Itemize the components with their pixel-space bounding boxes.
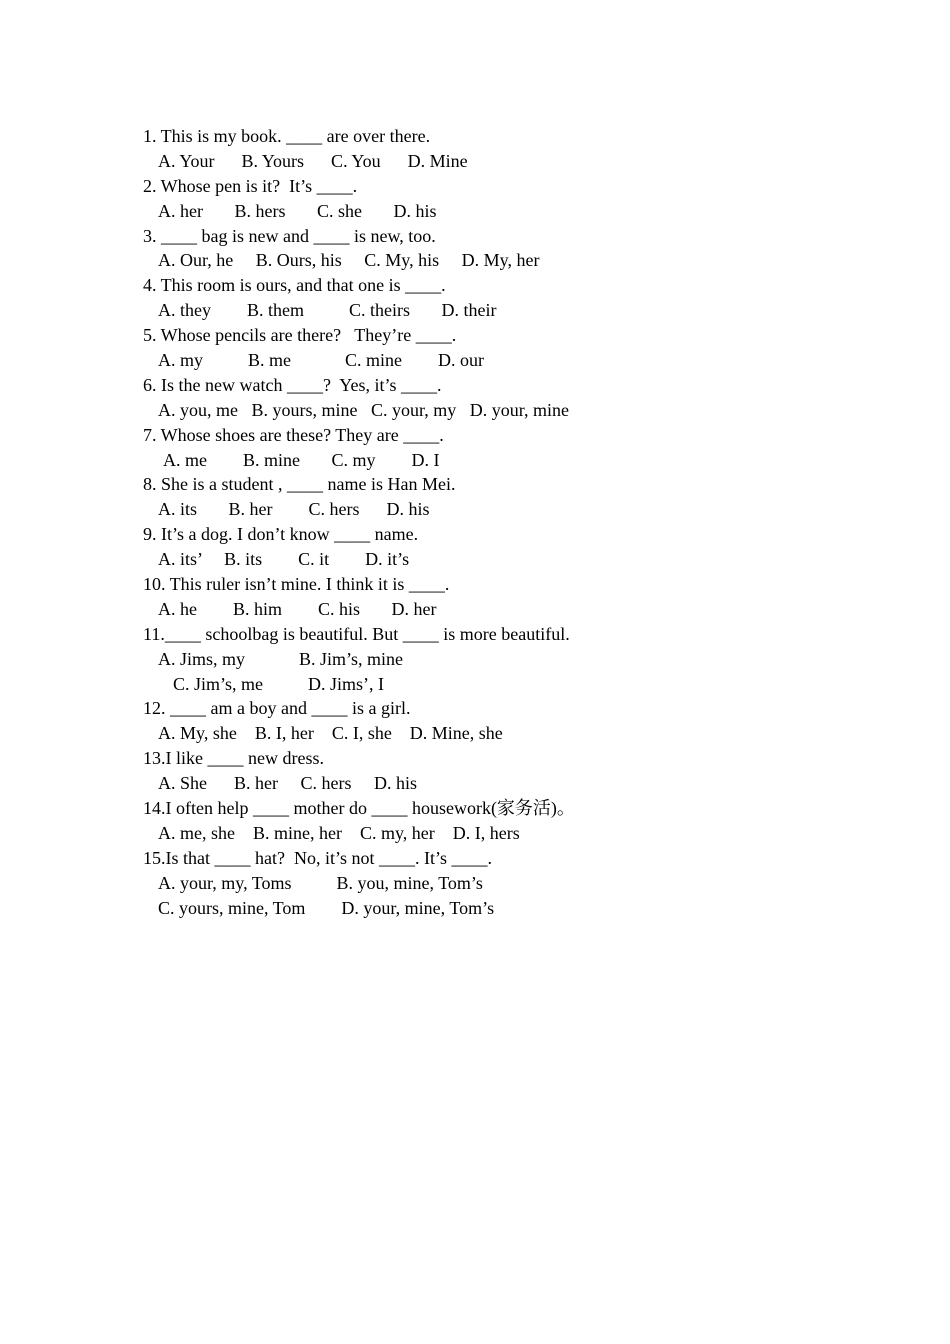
question-12-options: A. My, she B. I, her C. I, she D. Mine, she [158, 723, 503, 744]
question-4-options: A. they B. them C. theirs D. their [158, 300, 497, 321]
question-8-stem: 8. She is a student , ____ name is Han Mei. [143, 474, 456, 495]
question-8-options: A. its B. her C. hers D. his [158, 499, 430, 520]
question-6-options: A. you, me B. yours, mine C. your, my D. your, mine [158, 399, 570, 420]
question-7-stem: 7. Whose shoes are these? They are ____. [143, 424, 444, 445]
question-14-stem: 14.I often help ____ mother do ____ housework(家务活)。 [143, 798, 575, 819]
question-5-stem: 5. Whose pencils are there? They’re ____. [143, 325, 457, 346]
question-11-stem: 11.____ schoolbag is beautiful. But ____ is more beautiful. [143, 623, 570, 644]
question-13-options: A. She B. her C. hers D. his [158, 773, 417, 794]
question-15-options-row-1: A. your, my, Toms B. you, mine, Tom’s [158, 872, 483, 893]
question-12-stem: 12. ____ am a boy and ____ is a girl. [143, 698, 411, 719]
question-15-options-row-2: C. yours, mine, Tom D. your, mine, Tom’s [158, 897, 495, 918]
question-9-stem: 9. It’s a dog. I don’t know ____ name. [143, 524, 419, 545]
question-4-stem: 4. This room is ours, and that one is ____. [143, 275, 446, 296]
question-2-stem: 2. Whose pen is it? It’s ____. [143, 175, 358, 196]
question-10-options: A. he B. him C. his D. her [158, 598, 437, 619]
question-1-options: A. Your B. Yours C. You D. Mine [158, 150, 468, 171]
question-3-stem: 3. ____ bag is new and ____ is new, too. [143, 225, 436, 246]
question-10-stem: 10. This ruler isn’t mine. I think it is ____. [143, 574, 450, 595]
question-11-options-row-2: C. Jim’s, me D. Jims’, I [173, 673, 385, 694]
question-14-options: A. me, she B. mine, her C. my, her D. I, hers [158, 822, 520, 843]
question-11-options-row-1: A. Jims, my B. Jim’s, mine [158, 648, 404, 669]
question-3-options: A. Our, he B. Ours, his C. My, his D. My, her [158, 250, 540, 271]
question-1-stem: 1. This is my book. ____ are over there. [143, 126, 431, 146]
question-6-stem: 6. Is the new watch ____? Yes, it’s ____. [143, 374, 442, 395]
question-2-options: A. her B. hers C. she D. his [158, 200, 437, 221]
question-5-options: A. my B. me C. mine D. our [158, 350, 484, 371]
question-7-options: A. me B. mine C. my D. I [163, 449, 440, 470]
question-15-stem: 15.Is that ____ hat? No, it’s not ____. It’s ____. [143, 847, 492, 868]
question-list [143, 124, 843, 921]
question-9-options: A. its’ B. its C. it D. it’s [158, 549, 410, 570]
question-13-stem: 13.I like ____ new dress. [143, 748, 324, 769]
